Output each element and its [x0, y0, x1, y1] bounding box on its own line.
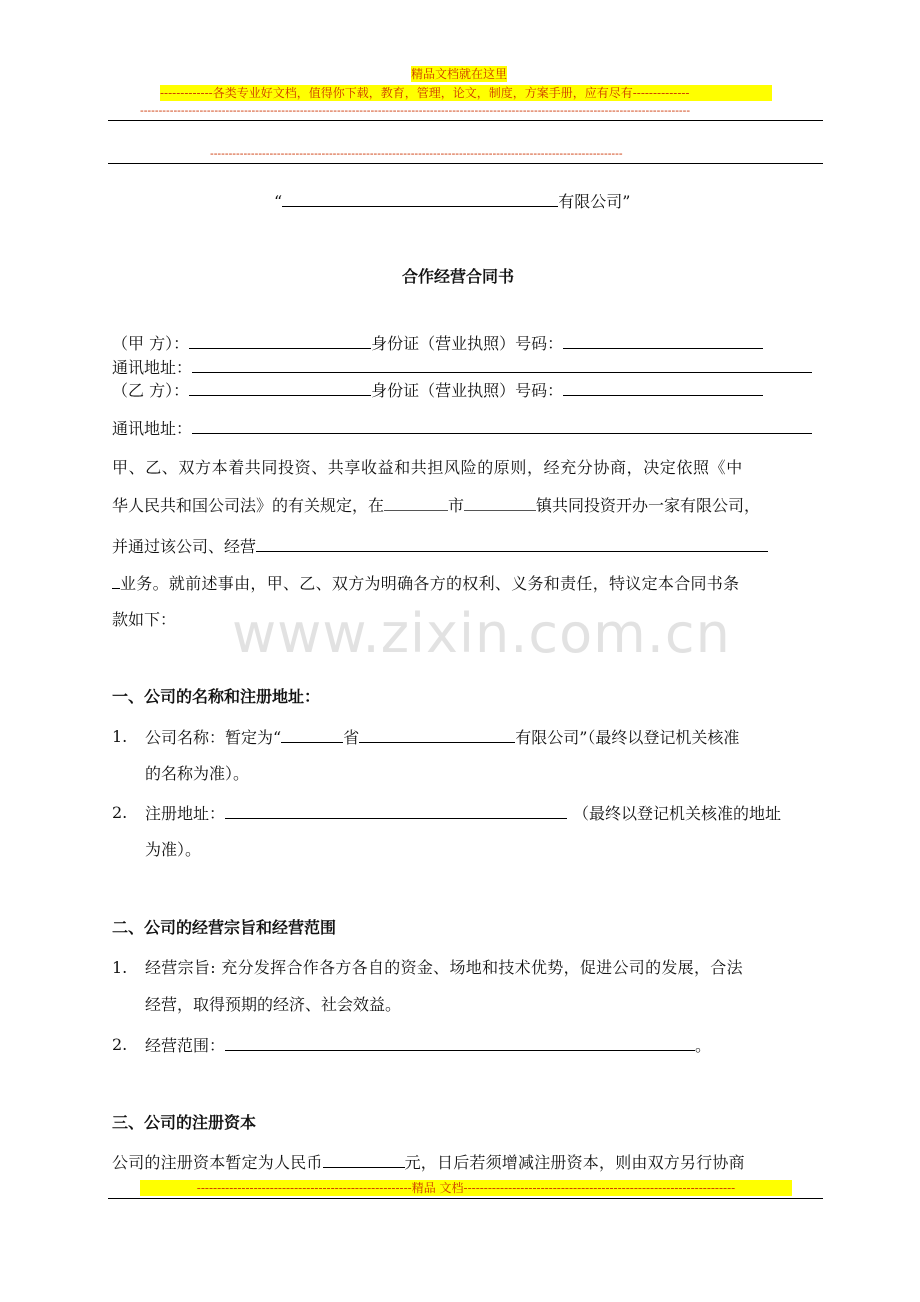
intro-line-1: 甲、乙、双方本着共同投资、共享收益和共担风险的原则，经充分协商，决定依照《中 — [112, 458, 743, 477]
company-name-blank-2 — [359, 726, 515, 743]
company-name-line: “ 有限公司” — [274, 192, 631, 211]
footer-rule — [108, 1198, 823, 1199]
party-b-row: （乙 方）： 身份证（营业执照）号码： — [112, 379, 763, 402]
s1-item-1-num: 1. — [112, 727, 128, 746]
header-rule-bottom — [108, 163, 823, 164]
party-a-id-blank — [563, 332, 763, 349]
party-b-address-row: 通讯地址： — [112, 417, 812, 440]
s1-item-1-line-2: 的名称为准）。 — [145, 764, 250, 783]
business-range-blank — [225, 1034, 695, 1051]
s2-item-2-num: 2. — [112, 1035, 128, 1054]
business-scope-blank-cont — [112, 572, 120, 589]
section-2-title: 二、公司的经营宗旨和经营范围 — [112, 918, 337, 937]
s1-item-2-line-2: 为准）。 — [145, 840, 202, 859]
town-blank — [464, 494, 536, 511]
party-a-address-blank — [192, 356, 812, 373]
header-dash-line-mid: --------------------------------------------------------------------------------------------------------------- — [210, 148, 623, 160]
party-a-address-row: 通讯地址： — [112, 356, 812, 379]
city-blank — [384, 494, 448, 511]
province-blank — [281, 726, 343, 743]
footer-dash-right: ------------------------------------------------------------------- — [463, 1181, 736, 1195]
s1-item-1-line-1: 公司名称：暂定为“ 省 有限公司”（最终以登记机关核准 — [145, 728, 740, 747]
section-1-title: 一、公司的名称和注册地址： — [112, 687, 321, 706]
s2-item-2-line: 经营范围： 。 — [145, 1036, 712, 1055]
s2-item-1-line-2: 经营，取得预期的经济、社会效益。 — [145, 995, 402, 1014]
s2-item-1-line-1: 经营宗旨: 充分发挥合作各方各自的资金、场地和技术优势，促进公司的发展，合法 — [145, 958, 743, 977]
registered-capital-blank — [323, 1151, 405, 1168]
section-3-title: 三、公司的注册资本 — [112, 1113, 257, 1132]
s2-item-1-num: 1. — [112, 958, 128, 977]
watermark: www.zixin.com.cn — [232, 602, 731, 665]
intro-line-5: 款如下： — [112, 610, 177, 629]
party-b-address-blank — [192, 417, 812, 434]
party-a-blank — [189, 332, 371, 349]
intro-line-3: 并通过该公司、经营 — [112, 535, 768, 558]
party-b-id-blank — [563, 379, 763, 396]
document-title: 合作经营合同书 — [402, 267, 515, 286]
header-banner: -------------各类专业好文档，值得你下载，教育，管理，论文，制度，方案手册，应有尽有-------------- — [160, 85, 772, 101]
s3-line-1: 公司的注册资本暂定为人民币 元，日后若须增减注册资本，则由双方另行协商 — [112, 1153, 745, 1172]
header-dash-line: ---------------------------------------------------------------------------------------------------------------------------------------------------- — [140, 105, 691, 117]
company-name-blank — [282, 190, 558, 207]
s1-item-2-num: 2. — [112, 803, 128, 822]
s1-item-2-line-1: 注册地址： （最终以登记机关核准的地址 — [145, 804, 782, 823]
party-b-blank — [189, 379, 371, 396]
footer-dash-left: ----------------------------------------------------- — [196, 1181, 412, 1195]
footer-banner — [140, 1180, 792, 1196]
header-rule-top — [108, 120, 823, 121]
footer-center-label: 精品 文档 — [411, 1181, 464, 1195]
registered-address-blank — [225, 802, 567, 819]
business-scope-blank — [256, 535, 768, 552]
header-title: 精品文档就在这里 — [411, 67, 508, 81]
intro-line-4: 业务。就前述事由，甲、乙、双方为明确各方的权利、义务和责任，特议定本合同书条 — [112, 572, 739, 595]
party-a-row: （甲 方）： 身份证（营业执照）号码： — [112, 332, 763, 355]
intro-line-2: 华人民共和国公司法》的有关规定，在 市 镇共同投资开办一家有限公司， — [112, 496, 761, 515]
